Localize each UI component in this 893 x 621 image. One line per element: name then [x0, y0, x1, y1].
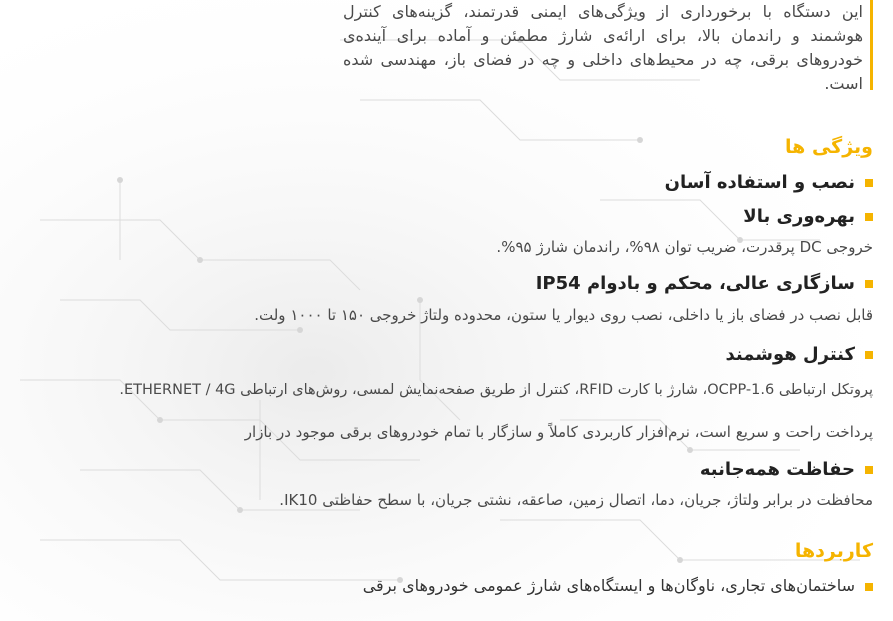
- features-heading: ویژگی ها: [785, 136, 873, 158]
- feature-title-protection: حفاظت همه‌جانبه: [700, 459, 873, 480]
- bullet-square-icon: [865, 179, 873, 187]
- bullet-square-icon: [865, 466, 873, 474]
- feature-desc-protection: محافظت در برابر ولتاژ، جریان، دما، اتصال زمین، صاعقه، نشتی جریان، با سطح حفاظتی IK10.: [279, 491, 873, 509]
- application-item: ساختمان‌های تجاری، ناوگان‌ها و ایستگاه‌های شارژ عمومی خودروهای برقی: [363, 576, 873, 595]
- feature-desc-smart-control-payment: پرداخت راحت و سریع است، نرم‌افزار کاربردی کاملاً و سازگار با تمام خودروهای برقی موجود در بازار: [244, 423, 873, 441]
- bullet-square-icon: [865, 583, 873, 591]
- intro-paragraph: این دستگاه با برخورداری از ویژگی‌های ایمنی قدرتمند، گزینه‌های کنترل هوشمند و راندمان بالا، برای ارائه‌ی شارژ مطمئن و آماده برای آینده‌ی خودروهای برقی، چه در محیط‌های داخلی و چه در فضای باز، مهندسی شده است.: [343, 2, 863, 93]
- bullet-square-icon: [865, 280, 873, 288]
- feature-title-efficiency: بهره‌وری بالا: [743, 206, 873, 227]
- feature-desc-smart-control: پروتکل ارتباطی OCPP-1.6، شارژ با کارت RFID، کنترل از طریق صفحه‌نمایش لمسی، روش‌های ارتباطی ETHERNET / 4G.: [119, 382, 873, 398]
- bullet-square-icon: [865, 351, 873, 359]
- bullet-square-icon: [865, 213, 873, 221]
- feature-title-installation: نصب و استفاده آسان: [665, 172, 873, 193]
- feature-desc-compatibility: قابل نصب در فضای باز یا داخلی، نصب روی دیوار یا ستون، محدوده ولتاژ خروجی ۱۵۰ تا ۱۰۰۰ ولت.: [254, 306, 873, 324]
- applications-heading: کاربردها: [794, 540, 873, 562]
- feature-title-smart-control: کنترل هوشمند: [725, 344, 873, 365]
- intro-accent-bar: [870, 0, 873, 90]
- feature-title-compatibility: سازگاری عالی، محکم و بادوام IP54: [536, 273, 873, 294]
- feature-desc-efficiency: خروجی DC پرقدرت، ضریب توان ۹۸%، راندمان شارژ ۹۵%.: [496, 238, 873, 256]
